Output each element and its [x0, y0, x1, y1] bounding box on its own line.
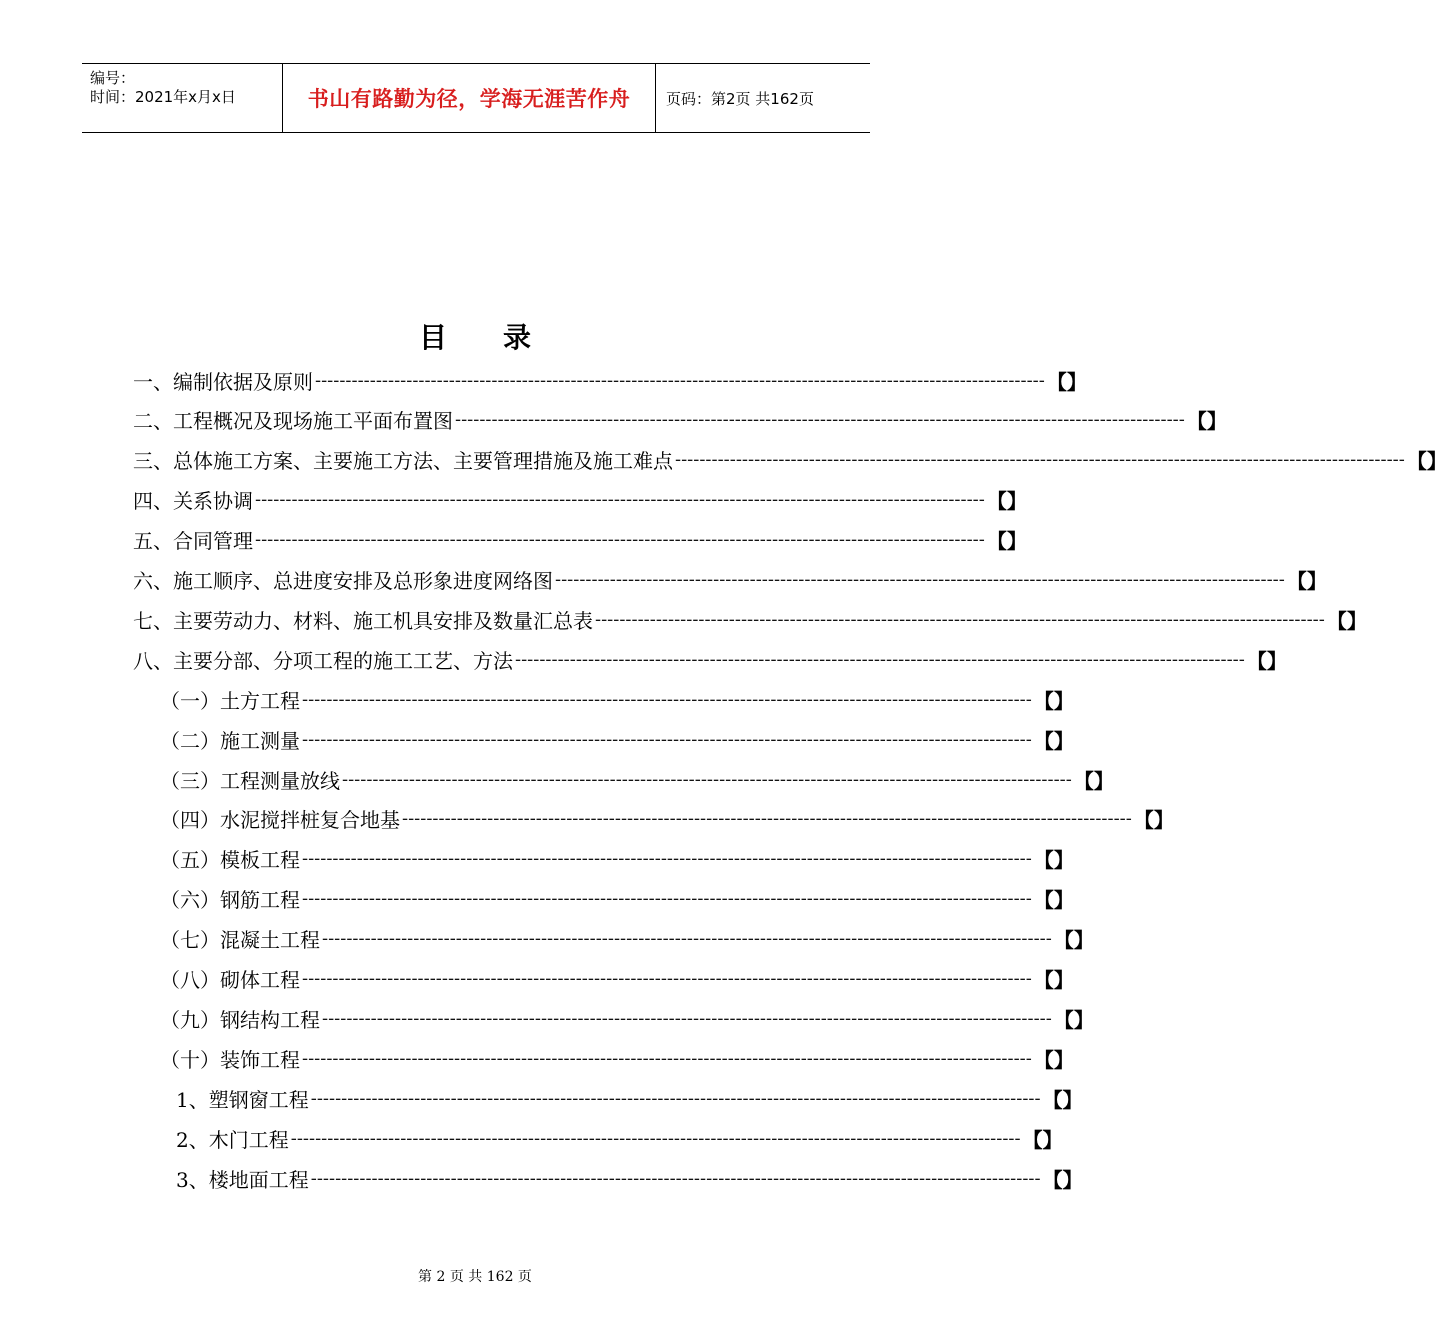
toc-entry-label: 五、合同管理 [133, 529, 253, 554]
toc-leader: ------------------------------------------------------------------------------------------------------------------------ [315, 369, 1045, 391]
toc-page-ref: 【】 [1073, 768, 1114, 793]
toc-entry[interactable] [133, 360, 1087, 400]
toc-leader: ------------------------------------------------------------------------------------------------------------------------ [455, 409, 1185, 431]
toc-leader: ------------------------------------------------------------------------------------------------------------------------ [555, 569, 1285, 590]
toc-page-ref: 【】 [1033, 1047, 1074, 1072]
toc-entry-label: （七）混凝土工程 [160, 928, 320, 953]
toc-leader: ------------------------------------------------------------------------------------------------------------------------ [342, 768, 1072, 790]
toc-leader: ------------------------------------------------------------------------------------------------------------------------ [515, 648, 1245, 670]
toc-page-ref: 【】 [1033, 888, 1074, 913]
page-header [82, 63, 870, 133]
toc-entry-label: 2、木门工程 [176, 1127, 289, 1152]
toc-entry[interactable] [176, 1118, 1063, 1158]
toc-entry-label: （五）模板工程 [160, 848, 300, 873]
toc-page-ref: 【】 [1053, 928, 1094, 953]
toc-entry-label: （六）钢筋工程 [160, 888, 300, 913]
toc-page-ref: 【】 [1286, 569, 1327, 593]
toc-entry-label: （九）钢结构工程 [160, 1007, 320, 1032]
toc-leader: ------------------------------------------------------------------------------------------------------------------------ [302, 728, 1032, 750]
toc-leader: ------------------------------------------------------------------------------------------------------------------------ [595, 608, 1325, 630]
toc-entry-label: 七、主要劳动力、材料、施工机具安排及数量汇总表 [133, 608, 593, 633]
number-label: 编号： [90, 69, 136, 87]
toc-page-ref: 【】 [1046, 369, 1087, 394]
toc-entry[interactable] [133, 599, 1367, 639]
toc-leader: ------------------------------------------------------------------------------------------------------------------------ [290, 1127, 1021, 1149]
toc-entry-label: 六、施工顺序、总进度安排及总形象进度网络图 [133, 569, 553, 593]
toc-entry-label: （三）工程测量放线 [160, 768, 340, 793]
toc-entry[interactable] [160, 799, 1174, 839]
toc-page-ref: 【】 [1033, 968, 1074, 992]
toc-entry[interactable] [176, 1078, 1083, 1118]
toc-page-ref: 【】 [986, 529, 1027, 554]
toc-page-ref: 【】 [1246, 648, 1287, 673]
toc-entry-label: （四）水泥搅拌桩复合地基 [160, 808, 400, 833]
toc-entry-label: 1、塑钢窗工程 [176, 1087, 309, 1112]
toc-entry-label: 四、关系协调 [133, 489, 253, 514]
toc-leader: ------------------------------------------------------------------------------------------------------------------------ [255, 489, 985, 511]
toc-leader: ------------------------------------------------------------------------------------------------------------------------ [302, 848, 1032, 870]
toc-entry-label: （二）施工测量 [160, 728, 300, 753]
toc-entry[interactable] [133, 440, 1447, 480]
toc-leader: ------------------------------------------------------------------------------------------------------------------------ [322, 928, 1052, 950]
toc-page-ref: 【】 [1033, 688, 1074, 713]
toc-leader: ------------------------------------------------------------------------------------------------------------------------ [310, 1087, 1041, 1109]
toc-entry[interactable] [176, 1158, 1083, 1198]
toc-page-ref: 【】 [986, 489, 1027, 514]
toc-leader: ------------------------------------------------------------------------------------------------------------------------ [302, 1047, 1032, 1069]
page-title: 目 录 [418, 321, 531, 354]
toc-entry-label: 3、楼地面工程 [176, 1167, 309, 1192]
toc-page-ref: 【】 [1053, 1007, 1094, 1032]
toc-page-ref: 【】 [1186, 409, 1227, 434]
toc-page-ref: 【】 [1042, 1087, 1083, 1112]
page-footer: 第 2 页 共 162 页 [418, 1269, 532, 1285]
motto-text: 书山有路勤为径，学海无涯苦作舟 [307, 87, 631, 111]
toc-page-ref: 【】 [1133, 808, 1174, 833]
toc-page-ref: 【】 [1326, 608, 1367, 633]
toc-leader: ------------------------------------------------------------------------------------------------------------------------ [310, 1167, 1041, 1189]
toc-entry[interactable] [133, 400, 1227, 440]
toc-entry[interactable] [160, 919, 1094, 959]
toc-entry[interactable] [133, 639, 1287, 679]
time-label: 时间：2021年x月x日 [90, 88, 236, 106]
toc-entry[interactable] [160, 1038, 1074, 1078]
toc-leader: ------------------------------------------------------------------------------------------------------------------------ [402, 808, 1132, 830]
toc-entry-label: 八、主要分部、分项工程的施工工艺、方法 [133, 648, 513, 673]
header-page-info: 页码：第2页 共162页 [666, 89, 814, 108]
toc-page-ref: 【】 [1042, 1167, 1083, 1192]
toc-entry[interactable] [133, 520, 1027, 560]
header-motto [283, 64, 656, 132]
toc-entry[interactable] [160, 679, 1074, 719]
toc-leader: ------------------------------------------------------------------------------------------------------------------------ [675, 449, 1405, 471]
toc-entry-label: （一）土方工程 [160, 688, 300, 713]
toc-leader: ------------------------------------------------------------------------------------------------------------------------ [302, 888, 1032, 910]
toc-page-ref: 【】 [1033, 728, 1074, 753]
toc-entry[interactable] [133, 480, 1027, 520]
toc-page-ref: 【】 [1022, 1127, 1063, 1152]
toc-leader: ------------------------------------------------------------------------------------------------------------------------ [302, 968, 1032, 989]
toc-page-ref: 【】 [1406, 449, 1447, 474]
toc-entry-label: 一、编制依据及原则 [133, 369, 313, 394]
toc-entry[interactable] [160, 759, 1114, 799]
toc-entry[interactable] [160, 959, 1074, 999]
toc-entry[interactable] [133, 560, 1327, 600]
toc-leader: ------------------------------------------------------------------------------------------------------------------------ [302, 688, 1032, 710]
toc-entry[interactable] [160, 998, 1094, 1038]
toc-entry[interactable] [160, 879, 1074, 919]
toc-leader: ------------------------------------------------------------------------------------------------------------------------ [322, 1007, 1052, 1029]
toc-page-ref: 【】 [1033, 848, 1074, 873]
toc-entry-label: 二、工程概况及现场施工平面布置图 [133, 409, 453, 434]
toc-entry-label: 三、总体施工方案、主要施工方法、主要管理措施及施工难点 [133, 449, 673, 474]
toc-entry-label: （八）砌体工程 [160, 968, 300, 992]
toc-entry[interactable] [160, 719, 1074, 759]
toc-entry[interactable] [160, 839, 1074, 879]
header-meta [82, 64, 283, 132]
toc-leader: ------------------------------------------------------------------------------------------------------------------------ [255, 529, 985, 551]
toc-entry-label: （十）装饰工程 [160, 1047, 300, 1072]
